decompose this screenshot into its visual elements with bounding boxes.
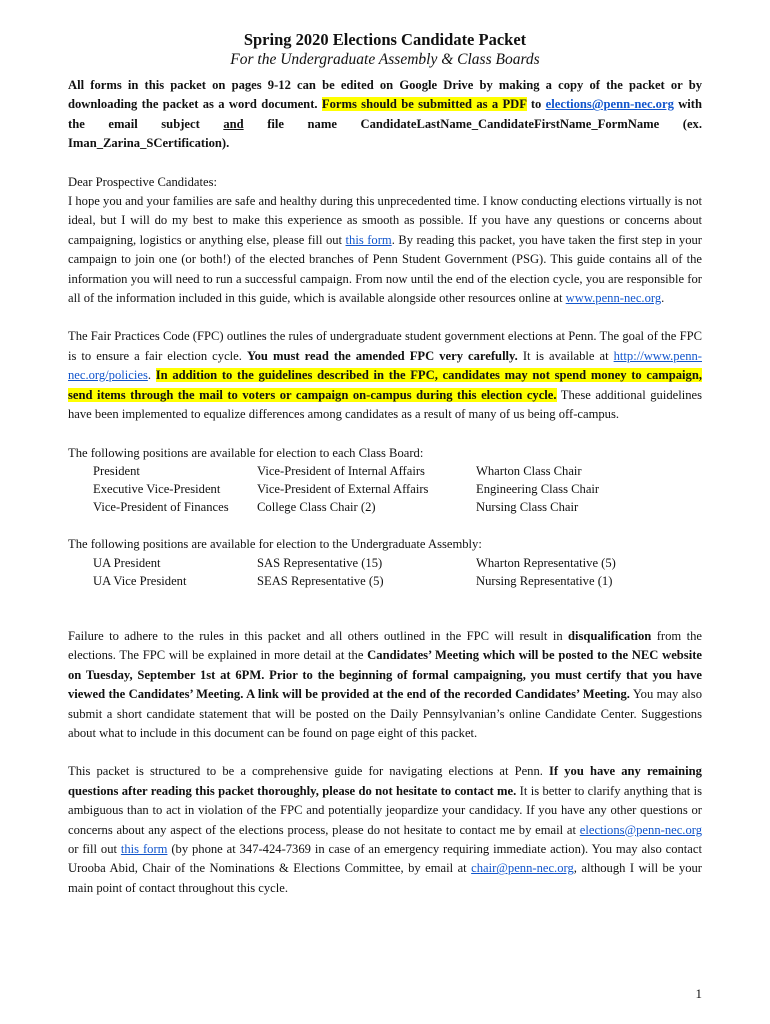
welcome-paragraph: I hope you and your families are safe and healthy during this unprecedented time. I know conducting elections virtually is not ideal, but I will do my best to make this experience as smooth as possible. If you have any questions or concerns about campaigning, logistics or anything else, please fill out this form. By reading this packet, you have taken the first step in your campaign to join one (or both!) of the elected branches of Penn Student Government (PSG). This guide contains all of the information you will need to run a successful campaign. From now until the end of the election cycle, you are responsible for all of the information included in this guide, which is available alongside other resources online at www.penn-nec.org. — [68, 194, 702, 306]
elections-email-link[interactable]: elections@penn-nec.org — [579, 822, 702, 837]
position-row: UA President SAS Representative (15) Wharton Representative (5) — [93, 555, 616, 570]
pdf-highlight: Forms should be submitted as a PDF — [321, 97, 527, 112]
nec-website-link[interactable]: www.penn-nec.org — [565, 291, 662, 306]
document-page — [68, 30, 702, 898]
packet-subtitle: For the Undergraduate Assembly & Class Boards — [230, 51, 540, 68]
chair-email-link[interactable]: chair@penn-nec.org — [471, 861, 574, 876]
class-board-positions — [68, 444, 702, 517]
packet-title: Spring 2020 Elections Candidate Packet — [243, 30, 527, 49]
fpc-paragraph: The Fair Practices Code (FPC) outlines the rules of undergraduate student government elections at Penn. The goal of the FPC is to ensure a fair election cycle. You must read the amended FPC very carefully. It is available at http://www.penn-nec.org/policies. In addition to the guidelines described in the FPC, candidates may not spend money to campaign, send items through the mail to voters or campaign on-campus during this election cycle. These additional guidelines have been implemented to equalize differences among candidates as a result of many of us being off-campus. — [68, 329, 703, 422]
failure-paragraph: Failure to adhere to the rules in this packet and all others outlined in the FPC will result in disqualification from the elections. The FPC will be explained in more detail at the Candidates’ Meeting which will be posted to the NEC website on Tuesday, September 1st at 6PM. Prior to the beginning of formal campaigning, you must certify that you have viewed the Candidates’ Meeting. A link will be provided at the end of the recorded Candidates’ Meeting. You may also submit a short candidate statement that will be posted on the Daily Pennsylvanian’s online Candidate Center. Suggestions about what to include in this document can be found on page eight of this packet. — [68, 628, 702, 740]
class-board-intro: The following positions are available for election to each Class Board: — [68, 445, 424, 460]
position-row: Vice-President of Finances College Class Chair (2) Nursing Class Chair — [93, 500, 579, 515]
position-row: President Vice-President of Internal Affairs Wharton Class Chair — [93, 463, 582, 478]
structure-paragraph: This packet is structured to be a comprehensive guide for navigating elections at Penn. If you have any remaining questions after reading this packet thoroughly, please do not hesitate to contact me. It is better to clarify anything that is ambiguous than to act in violation of the FPC and potentially jeopardize your candidacy. If you have any other questions or concerns about any aspect of the elections process, please do not hesitate to contact me by email at elections@penn-nec.org or fill out this form (by phone at 347-424-7369 in case of an emergency requiring immediate action). You may also contact Urooba Abid, Chair of the Nominations & Elections Committee, by email at chair@penn-nec.org, although I will be your main point of contact throughout this cycle. — [68, 764, 702, 895]
campaign-rules-highlight: In addition to the guidelines described in the FPC, candidates may not spend money to campaign, send items through the mail to voters or campaign on-campus during this election cycle. — [68, 368, 703, 402]
elections-email-link[interactable]: elections@penn-nec.org — [545, 97, 674, 112]
ua-positions — [68, 535, 702, 590]
position-row: Executive Vice-President Vice-President of External Affairs Engineering Class Chair — [93, 481, 600, 496]
policies-link[interactable]: http://www.penn-nec.org/policies — [68, 348, 702, 383]
page-number: 1 — [695, 986, 702, 1001]
contact-form-link[interactable]: this form — [120, 841, 168, 856]
ua-intro: The following positions are available for election to the Undergraduate Assembly: — [68, 537, 482, 552]
position-row: UA Vice President SEAS Representative (5) Nursing Representative (1) — [93, 573, 613, 588]
submission-instructions: All forms in this packet on pages 9-12 can be edited on Google Drive by making a copy of the packet or by downloading the packet as a word document. Forms should be submitted as a PDF to elections@penn-nec.org with the email subject and file name CandidateLastName_CandidateFirstName_FormName (ex. Iman_Zarina_SCertification). — [68, 78, 702, 151]
question-form-link[interactable]: this form — [345, 232, 392, 247]
salutation: Dear Prospective Candidates: — [68, 174, 217, 189]
